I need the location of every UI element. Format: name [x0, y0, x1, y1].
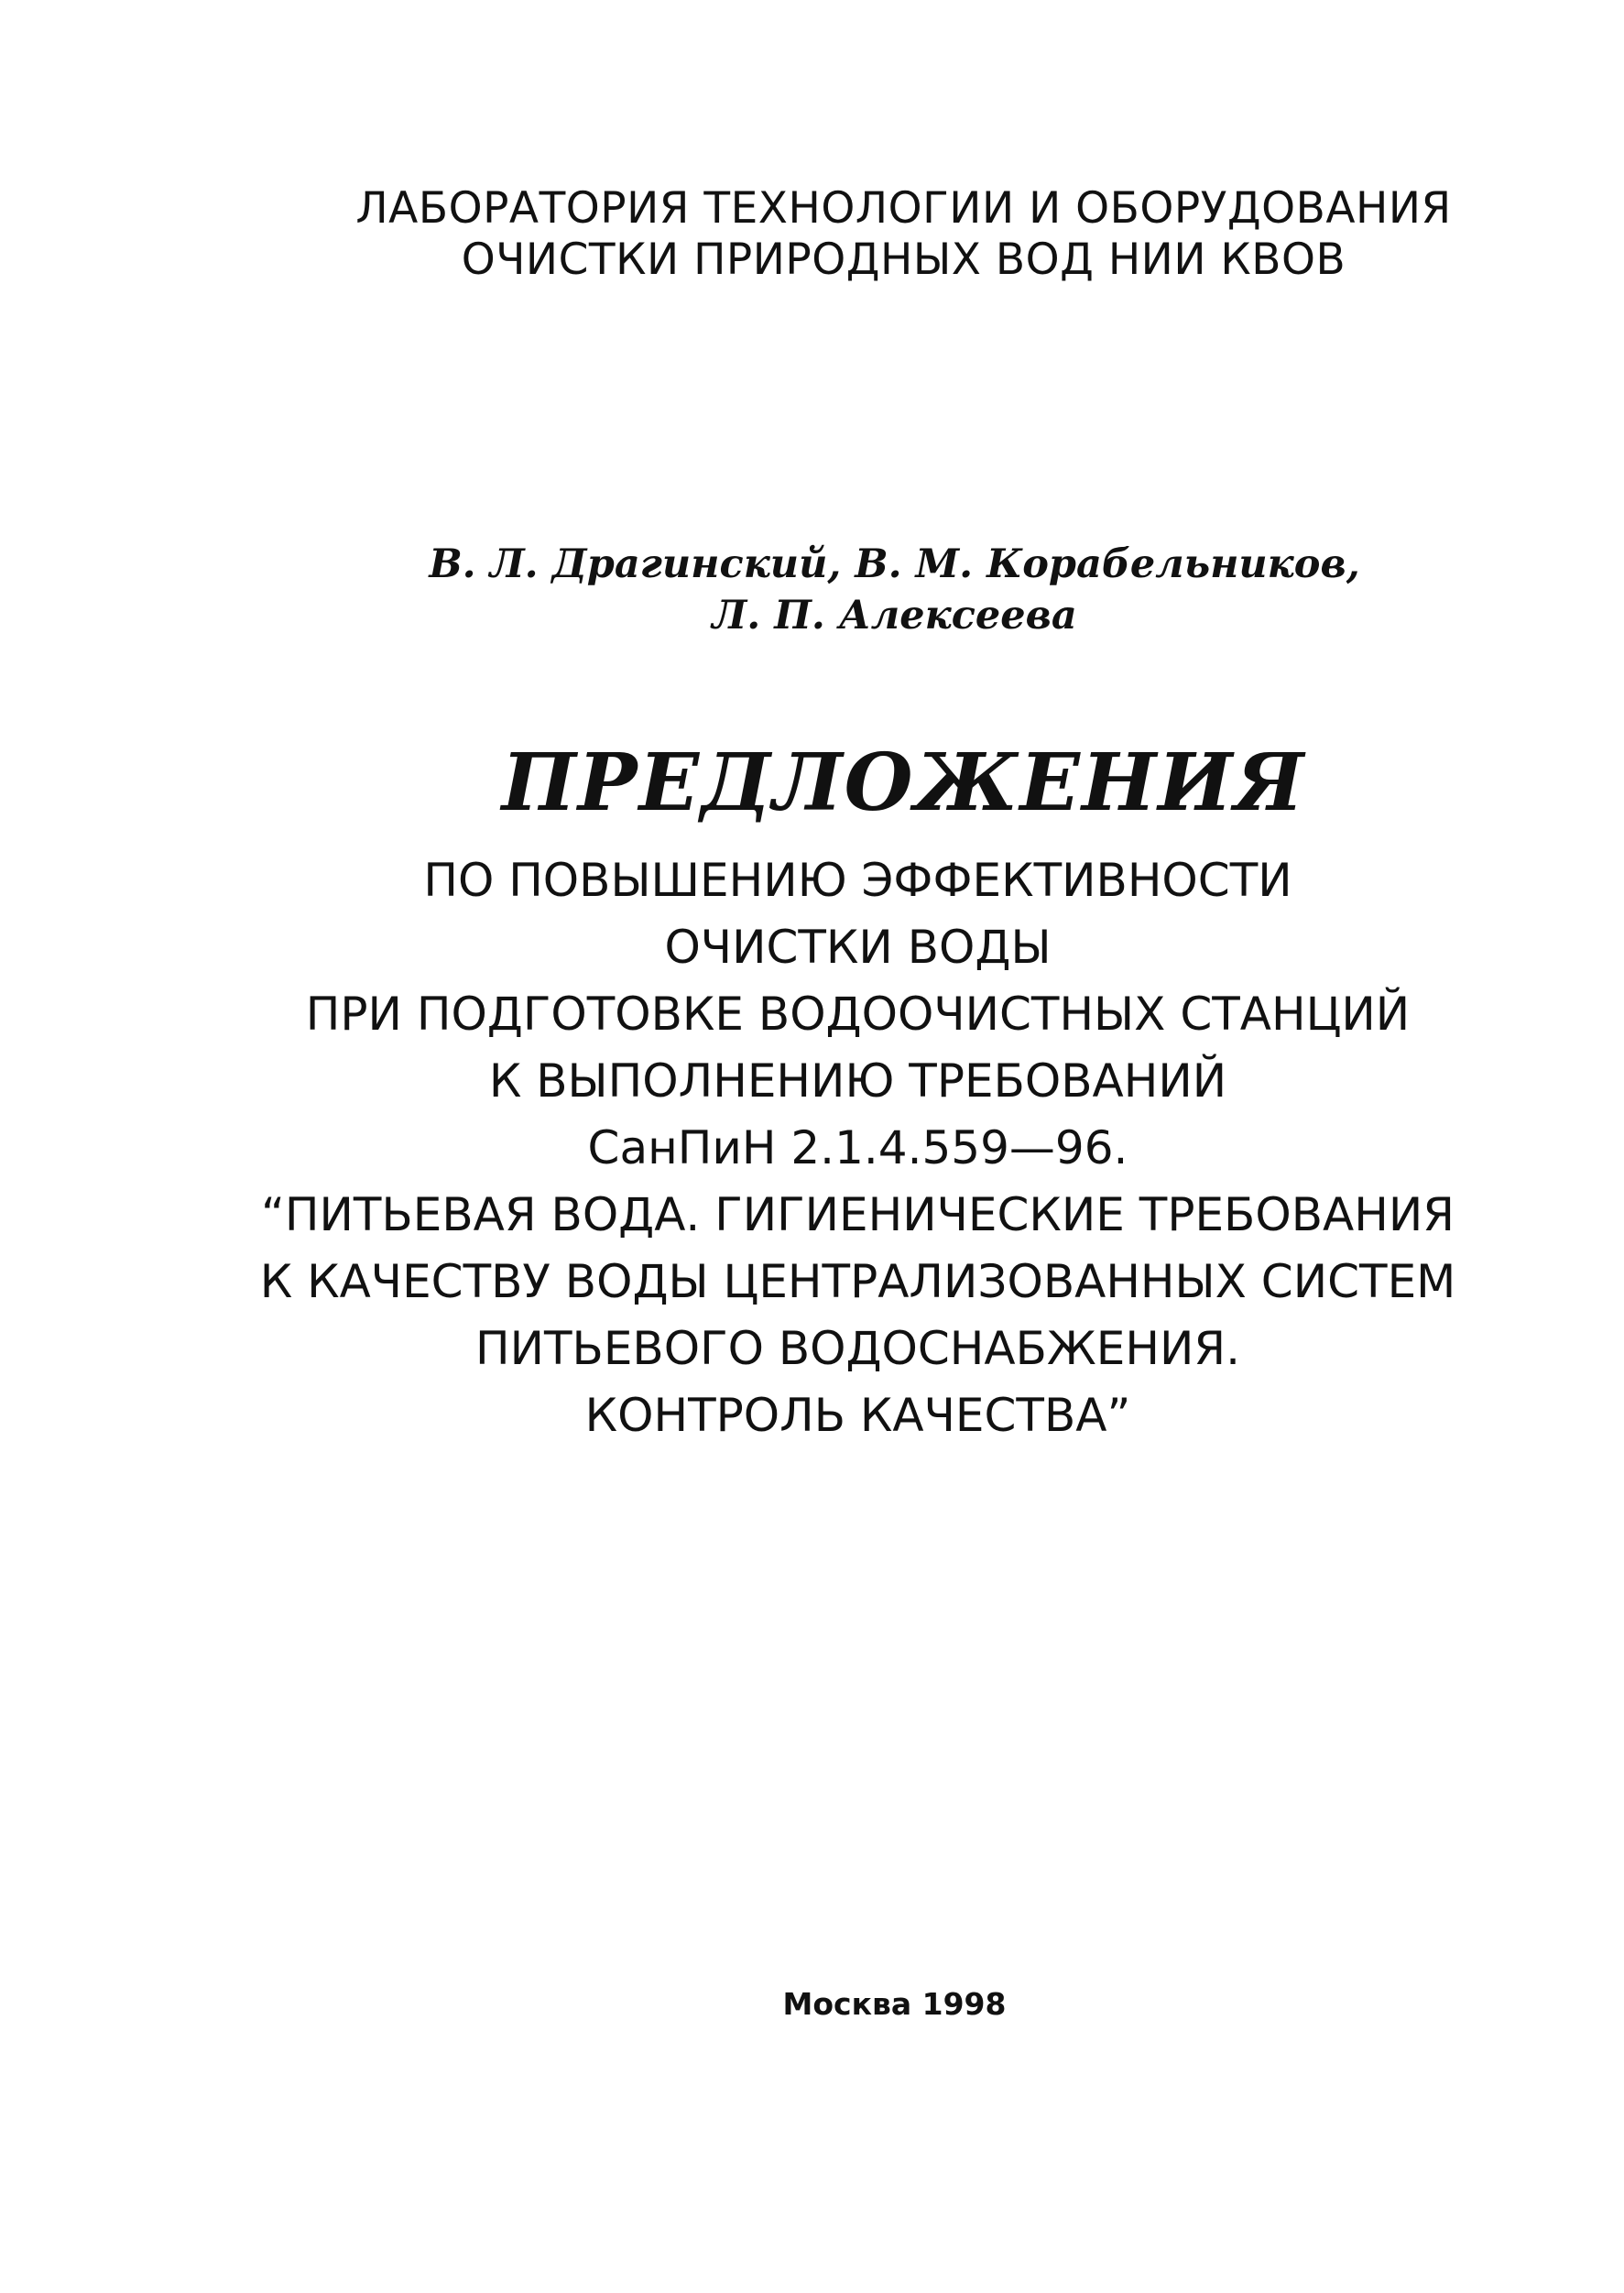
authors-line-2: Л. П. Алексеева — [712, 593, 1077, 639]
document-subtitle — [0, 847, 1624, 1449]
authors-block — [0, 539, 1624, 641]
subtitle-line: К КАЧЕСТВУ ВОДЫ ЦЕНТРАЛИЗОВАННЫХ СИСТЕМ — [259, 1255, 1456, 1308]
subtitle-line: ПИТЬЕВОГО ВОДОСНАБЖЕНИЯ. — [474, 1322, 1240, 1375]
subtitle-line: СанПиН 2.1.4.559—96. — [587, 1121, 1128, 1174]
subtitle-line: К ВЫПОЛНЕНИЮ ТРЕБОВАНИЙ — [488, 1054, 1227, 1108]
subtitle-line: ПО ПОВЫШЕНИЮ ЭФФЕКТИВНОСТИ — [423, 854, 1292, 907]
imprint-city-year: Москва 1998 — [782, 1986, 1007, 2022]
authors-line-1: В. Л. Драгинский, В. М. Корабельников, — [429, 541, 1360, 587]
subtitle-line: “ПИТЬЕВАЯ ВОДА. ГИГИЕНИЧЕСКИЕ ТРЕБОВАНИЯ — [261, 1188, 1455, 1241]
subtitle-line: ПРИ ПОДГОТОВКЕ ВОДООЧИСТНЫХ СТАНЦИЙ — [305, 988, 1411, 1041]
organization-header — [0, 183, 1624, 286]
subtitle-line: КОНТРОЛЬ КАЧЕСТВА” — [584, 1389, 1131, 1442]
document-title: ПРЕДЛОЖЕНИЯ — [501, 737, 1306, 829]
subtitle-line: ОЧИСТКИ ВОДЫ — [664, 921, 1052, 974]
organization-line-1: ЛАБОРАТОРИЯ ТЕХНОЛОГИИ И ОБОРУДОВАНИЯ — [355, 183, 1452, 234]
organization-line-2: ОЧИСТКИ ПРИРОДНЫХ ВОД НИИ КВОВ — [461, 235, 1346, 285]
